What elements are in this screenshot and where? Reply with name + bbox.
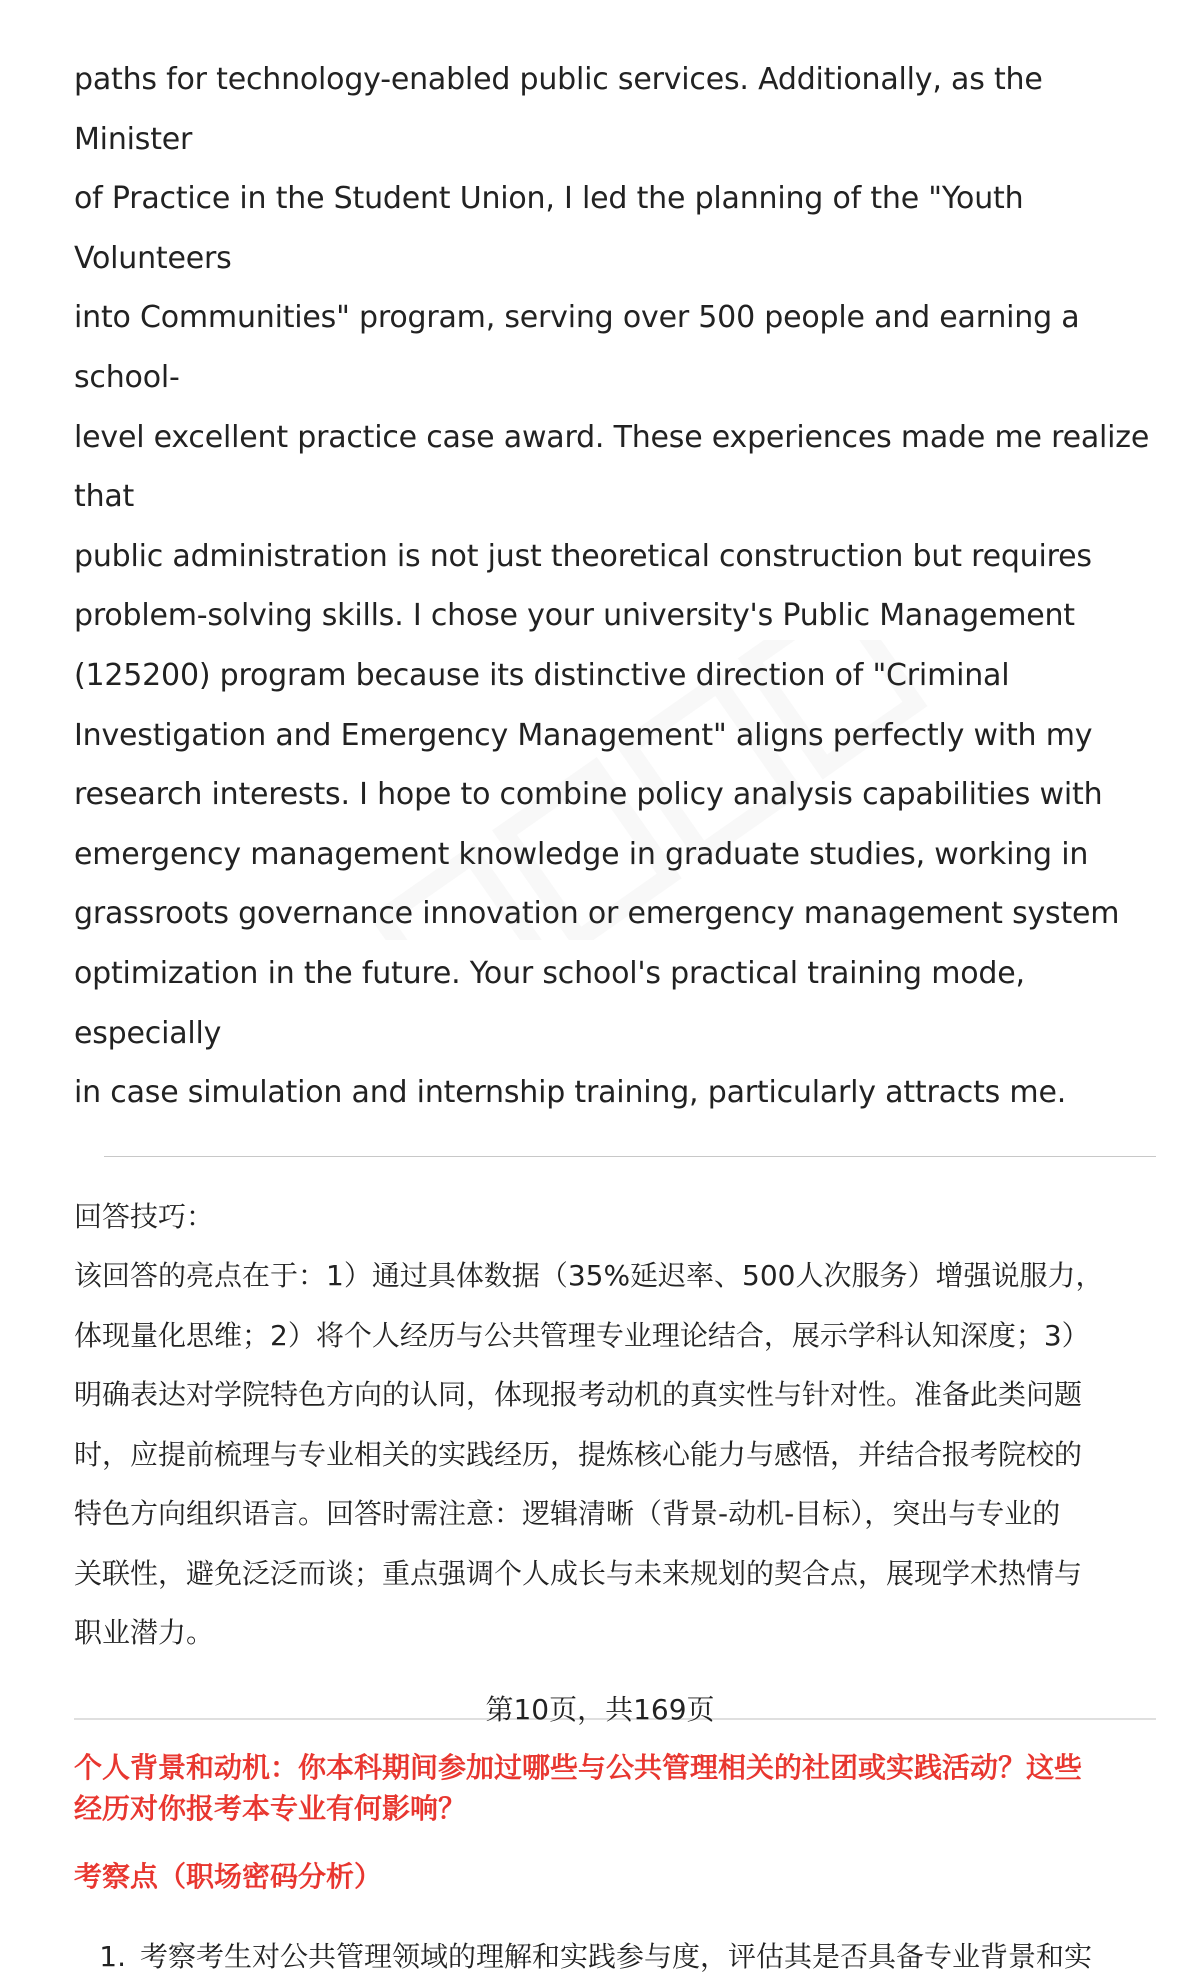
question-title-line: 经历对你报考本专业有何影响？: [74, 1791, 467, 1825]
tips-line: 时，应提前梳理与专业相关的实践经历，提炼核心能力与感悟，并结合报考院校的: [74, 1437, 1083, 1471]
answer-line: level excellent practice case award. These experiences made me realize that: [74, 419, 1150, 515]
tips-line: 明确表达对学院特色方向的认同，体现报考动机的真实性与针对性。准备此类问题: [74, 1378, 1083, 1412]
answer-line: (125200) program because its distinctive direction of "Criminal: [74, 657, 1010, 693]
tips-line: 体现量化思维；2）将个人经历与公共管理专业理论结合，展示学科认知深度；3）: [74, 1318, 1090, 1352]
page-number-footer: 第10页，共169页: [0, 1690, 1200, 1730]
list-item-number: 1.: [99, 1939, 126, 1973]
tips-line: 关联性，避免泛泛而谈；重点强调个人成长与未来规划的契合点，展现学术热情与: [74, 1556, 1083, 1590]
answer-line: paths for technology-enabled public services. Additionally, as the Minister: [74, 62, 1043, 157]
document-page: [74, 50, 1156, 1977]
question-title-line: 个人背景和动机：你本科期间参加过哪些与公共管理相关的社团或实践活动？这些: [74, 1750, 1083, 1784]
list-item: [74, 1937, 1156, 1977]
assessment-points-list: [74, 1937, 1156, 1977]
tips-line: 职业潜力。: [74, 1616, 215, 1650]
answer-line: grassroots governance innovation or emergency management system: [74, 896, 1120, 932]
tips-line: 特色方向组织语言。回答时需注意：逻辑清晰（背景-动机-目标），突出与专业的: [74, 1497, 1061, 1531]
list-item-text: 考察考生对公共管理领域的理解和实践参与度，评估其是否具备专业背景和实: [140, 1939, 1093, 1973]
answer-tips: [74, 1187, 1156, 1663]
section-divider-light: [104, 1156, 1156, 1157]
answer-paragraph: [74, 50, 1156, 1123]
answer-line: optimization in the future. Your school's practical training mode, especially: [74, 955, 1025, 1051]
answer-line: Investigation and Emergency Management" aligns perfectly with my: [74, 717, 1093, 753]
answer-line: problem-solving skills. I chose your university's Public Management: [74, 598, 1075, 634]
answer-line: in case simulation and internship training, particularly attracts me.: [74, 1075, 1067, 1111]
answer-line: into Communities" program, serving over 500 people and earning a school-: [74, 300, 1080, 395]
answer-line: emergency management knowledge in graduate studies, working in: [74, 836, 1089, 872]
answer-line: research interests. I hope to combine policy analysis capabilities with: [74, 777, 1103, 813]
tips-body: [74, 1246, 1156, 1663]
question-title: [74, 1747, 1156, 1829]
answer-line: of Practice in the Student Union, I led the planning of the "Youth Volunteers: [74, 181, 1024, 276]
answer-line: public administration is not just theoretical construction but requires: [74, 538, 1092, 574]
assessment-points-heading: 考察点（职场密码分析）: [74, 1859, 383, 1893]
tips-line: 该回答的亮点在于：1）通过具体数据（35%延迟率、500人次服务）增强说服力，: [74, 1259, 1104, 1293]
tips-title: 回答技巧：: [74, 1199, 215, 1233]
